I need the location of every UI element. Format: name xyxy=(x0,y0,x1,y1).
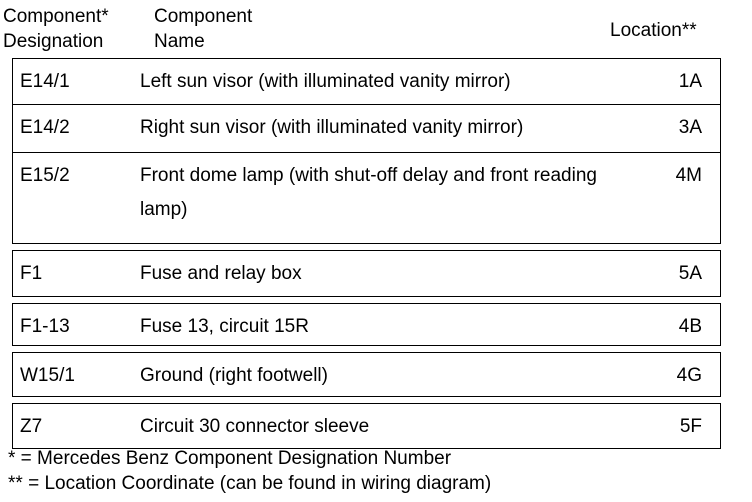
designation-cell: Z7 xyxy=(20,416,43,437)
location-cell: 3A xyxy=(678,117,702,138)
column-header-name-line2: Name xyxy=(154,31,205,52)
column-header-name xyxy=(154,4,252,54)
column-header-designation-line2: Designation xyxy=(3,31,104,52)
footnote-designation: * = Mercedes Benz Component Designation Number xyxy=(8,448,452,469)
column-header-designation-line1: Component* xyxy=(3,6,109,27)
designation-cell: E15/2 xyxy=(20,165,70,186)
table-row xyxy=(12,153,721,244)
table-row xyxy=(12,352,721,397)
designation-cell: W15/1 xyxy=(20,365,75,386)
table-row xyxy=(12,303,721,346)
location-cell: 4B xyxy=(678,316,702,337)
name-cell: Left sun visor (with illuminated vanity mirror) xyxy=(140,71,511,92)
table-row xyxy=(12,105,721,153)
footnotes xyxy=(8,446,491,496)
column-header-location: Location** xyxy=(610,20,697,41)
location-cell: 1A xyxy=(678,71,702,92)
location-cell: 4M xyxy=(675,165,702,186)
location-cell: 5A xyxy=(678,263,702,284)
designation-cell: F1 xyxy=(20,263,43,284)
designation-cell: E14/1 xyxy=(20,71,70,92)
component-table xyxy=(12,58,721,449)
designation-cell: E14/2 xyxy=(20,117,70,138)
location-cell: 4G xyxy=(676,365,702,386)
table-row xyxy=(12,250,721,297)
name-cell: Front dome lamp (with shut-off delay and front reading lamp) xyxy=(140,165,597,220)
name-cell: Ground (right footwell) xyxy=(140,365,328,386)
name-cell: Fuse and relay box xyxy=(140,263,302,284)
column-header-designation xyxy=(3,4,109,54)
designation-cell: F1-13 xyxy=(20,316,70,337)
column-header-name-line1: Component xyxy=(154,6,253,27)
name-cell: Right sun visor (with illuminated vanity mirror) xyxy=(140,117,524,138)
table-row xyxy=(12,403,721,449)
table-row xyxy=(12,58,721,105)
name-cell: Circuit 30 connector sleeve xyxy=(140,416,370,437)
footnote-location: ** = Location Coordinate (can be found in wiring diagram) xyxy=(8,473,492,494)
location-cell: 5F xyxy=(679,416,702,437)
name-cell: Fuse 13, circuit 15R xyxy=(140,316,309,337)
